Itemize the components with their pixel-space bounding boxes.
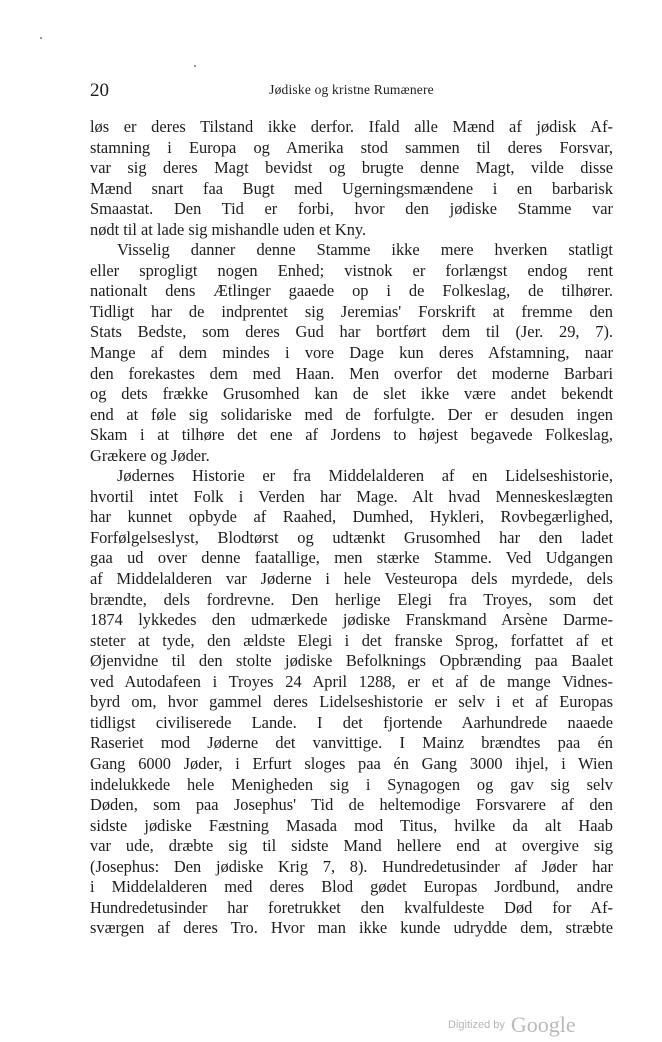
text-line: Raseriet mod Jøderne det vanvittige. I Mainz brændtes paa én: [90, 733, 613, 753]
text-line: i Middelalderen med deres Blod gødet Europas Jordbund, andre: [90, 877, 613, 897]
text-line: Skam i at tilhøre det ene af Jordens to højest begavede Folkeslag,: [90, 425, 613, 445]
text-line: var ude, dræbte sig til sidste Mand hellere end at overgive sig: [90, 836, 613, 856]
page-number: 20: [90, 80, 109, 101]
text-line: ved Autodafeen i Troyes 24 April 1288, er et af de mange Vidnes-: [90, 671, 613, 691]
page-header: [90, 80, 613, 106]
scan-speck: [40, 37, 42, 39]
text-line: sidste jødiske Fæstning Masada mod Titus, hvilke da alt Haab: [90, 815, 613, 835]
digitized-by-label: Digitized by: [448, 1019, 505, 1031]
text-line: end at føle sig solidariske med de forfulgte. Der er desuden ingen: [90, 404, 613, 424]
text-line: Øjenvidne til den stolte jødiske Befolknings Opbrænding paa Baalet: [90, 651, 613, 671]
text-line: nationalt dens Ætlinger gaaede op i de Folkeslag, de tilhører.: [90, 281, 613, 301]
text-line: brændte, dels fordrevne. Den herlige Elegi fra Troyes, som det: [90, 589, 613, 609]
text-line: Stats Bedste, som deres Gud har bortført dem til (Jer. 29, 7).: [90, 322, 613, 342]
text-line: Forfølgelseslyst, Blodtørst og udtænkt Grusomhed har den ladet: [90, 527, 613, 547]
text-line: steter at tyde, den ældste Elegi i det franske Sprog, forfattet af et: [90, 630, 613, 650]
text-line: løs er deres Tilstand ikke derfor. Ifald alle Mænd af jødisk Af-: [90, 117, 613, 136]
text-line: Visselig danner denne Stamme ikke mere hverken statligt: [117, 240, 613, 260]
text-line: nødt til at lade sig mishandle uden et Kny.: [90, 219, 367, 239]
text-line: sværgen af deres Tro. Hvor man ikke kunde udrydde dem, stræbte: [90, 918, 613, 938]
text-line: Smaastat. Den Tid er forbi, hvor den jødiske Stamme var: [90, 199, 613, 219]
text-line: og dets frække Grusomhed kan de slet ikke være andet bekendt: [90, 384, 613, 404]
google-logo: Google: [510, 1012, 576, 1037]
text-line: Døden, som paa Josephus' Tid de heltemodige Forsvarere af den: [90, 795, 613, 815]
text-line: indelukkede hele Menigheden sig i Synagogen og gav sig selv: [90, 774, 613, 794]
text-line: (Josephus: Den jødiske Krig 7, 8). Hundredetusinder af Jøder har: [90, 856, 613, 876]
text-line: Tidligt har de indprentet sig Jeremias' Forskrift at fremme den: [90, 301, 613, 321]
text-line: eller sprogligt nogen Enhed; vistnok er forlængst endog rent: [90, 260, 613, 280]
text-line: har kunnet opbyde af Raahed, Dumhed, Hykleri, Rovbegærlighed,: [90, 507, 613, 527]
running-title: Jødiske og kristne Rumænere: [269, 82, 434, 97]
text-line: Mænd snart faa Bugt med Ugerningsmændene i en barbarisk: [90, 178, 613, 198]
text-line: Jødernes Historie er fra Middelalderen af en Lidelseshistorie,: [117, 466, 613, 486]
text-line: gaa ud over denne faatallige, men stærke Stamme. Ved Udgangen: [90, 548, 613, 568]
text-line: Mange af dem mindes i vore Dage kun deres Afstamning, naar: [90, 343, 613, 363]
text-line: byrd om, hvor gammel deres Lidelseshistorie er selv i et af Europas: [90, 692, 613, 712]
text-line: var sig deres Magt bevidst og brugte denne Magt, vilde disse: [90, 158, 613, 178]
text-line: Gang 6000 Jøder, i Erfurt sloges paa én Gang 3000 ihjel, i Wien: [90, 753, 613, 773]
text-line: hvortil intet Folk i Verden har Mage. Alt hvad Menneskeslægten: [90, 486, 613, 506]
text-line: Hundredetusinder har foretrukket den kvalfuldeste Død for Af-: [90, 897, 613, 917]
text-line: Grækere og Jøder.: [90, 445, 210, 465]
text-line: 1874 lykkedes den udmærkede jødiske Franskmand Arsène Darme-: [90, 610, 613, 630]
scan-speck: [194, 65, 196, 67]
text-line: den forekastes dem med Haan. Men overfor det moderne Barbari: [90, 363, 613, 383]
text-line: stamning i Europa og Amerika stod sammen til deres Forsvar,: [90, 137, 613, 157]
body-text: [90, 117, 613, 939]
text-line: tidligst civiliserede Lande. I det fjortende Aarhundrede naaede: [90, 712, 613, 732]
text-line: af Middelalderen var Jøderne i hele Vesteuropa dels myrdede, dels: [90, 569, 613, 589]
